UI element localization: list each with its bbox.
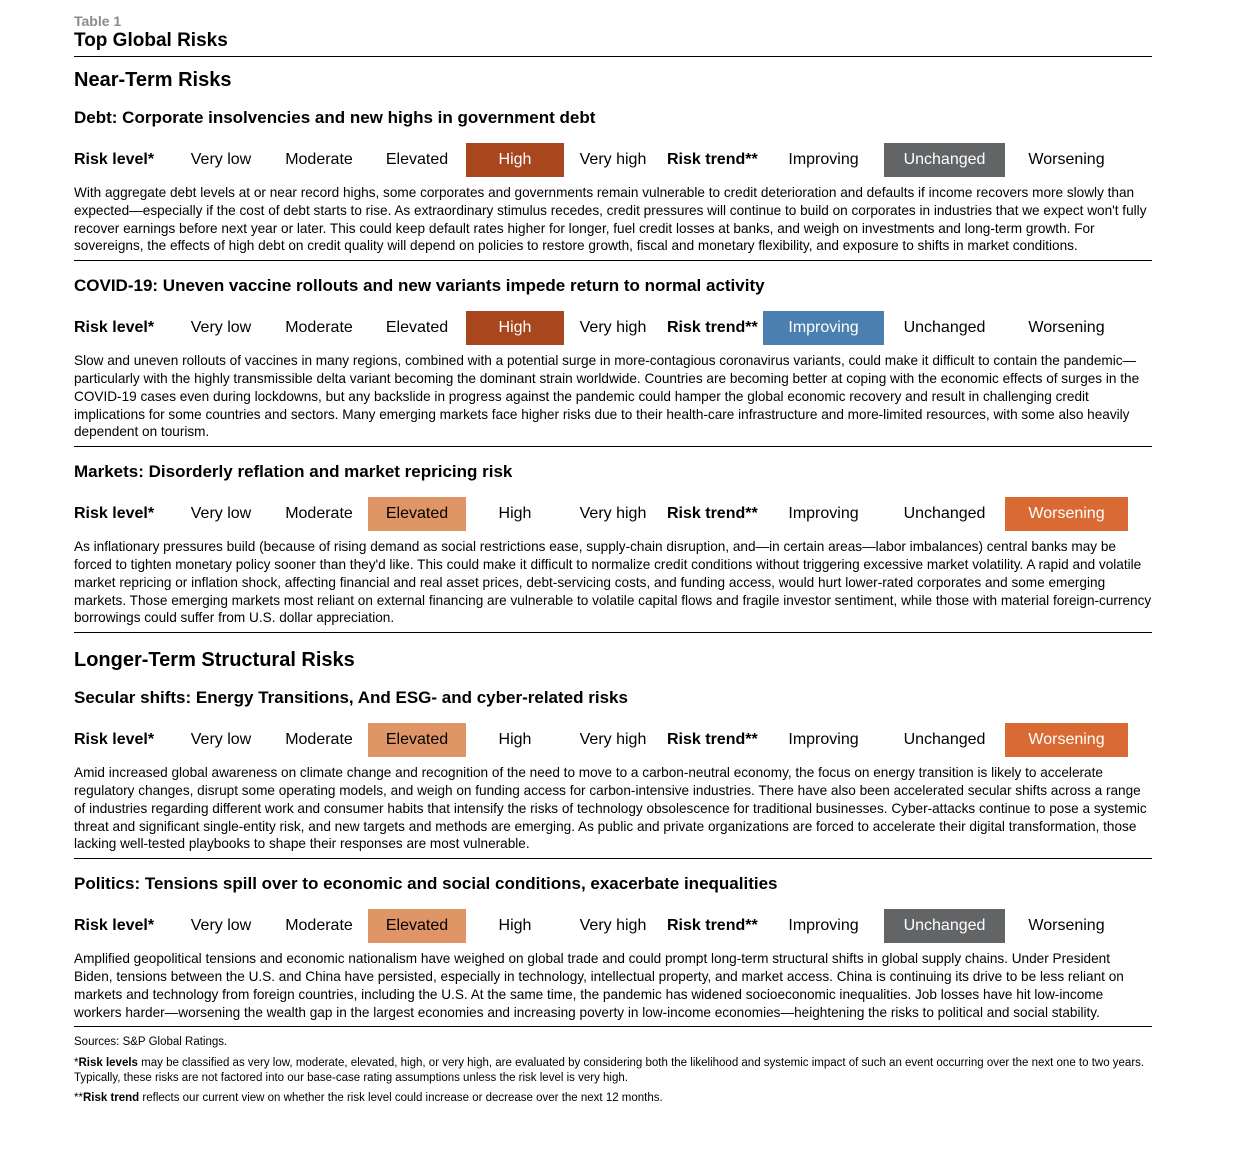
level-option-high: High bbox=[498, 505, 532, 523]
risk-trend-label: Risk trend** bbox=[667, 319, 758, 337]
risk-level-label: Risk level* bbox=[74, 319, 155, 337]
level-option-moderate: Moderate bbox=[285, 505, 353, 523]
risk-block bbox=[74, 275, 1152, 447]
trend-option-improving: Improving bbox=[763, 311, 884, 345]
risk-title: Secular shifts: Energy Transitions, And ESG- and cyber-related risks bbox=[74, 688, 628, 708]
rating-row bbox=[74, 909, 1152, 943]
footnote-term: Risk trend bbox=[82, 1092, 140, 1105]
rating-row bbox=[74, 143, 1152, 177]
trend-option-improving: Improving bbox=[788, 917, 859, 935]
trend-option-unchanged: Unchanged bbox=[903, 505, 986, 523]
level-option-very-low: Very low bbox=[190, 917, 252, 935]
level-option-high: High bbox=[498, 917, 532, 935]
risk-level-label: Risk level* bbox=[74, 917, 155, 935]
risk-block bbox=[74, 461, 1152, 633]
page-title: Top Global Risks bbox=[74, 30, 1152, 57]
level-option-very-low: Very low bbox=[190, 731, 252, 749]
risk-title: Markets: Disorderly reflation and market repricing risk bbox=[74, 462, 513, 482]
trend-option-worsening: Worsening bbox=[1005, 723, 1128, 757]
footnote-marker: * bbox=[74, 1057, 79, 1070]
risk-level-label: Risk level* bbox=[74, 151, 155, 168]
trend-option-worsening: Worsening bbox=[1028, 151, 1105, 168]
rating-row bbox=[74, 497, 1152, 531]
risk-trend-label: Risk trend** bbox=[667, 731, 758, 749]
trend-option-worsening: Worsening bbox=[1005, 497, 1128, 531]
level-option-elevated: Elevated bbox=[368, 497, 466, 531]
trend-option-worsening: Worsening bbox=[1028, 319, 1105, 337]
level-option-moderate: Moderate bbox=[285, 917, 353, 935]
level-option-very-high: Very high bbox=[579, 731, 647, 749]
level-option-elevated: Elevated bbox=[385, 151, 449, 168]
risk-title: Debt: Corporate insolvencies and new highs in government debt bbox=[74, 108, 596, 127]
level-option-very-high: Very high bbox=[579, 917, 647, 935]
longer-term-heading: Longer-Term Structural Risks bbox=[74, 649, 355, 672]
risk-block bbox=[74, 873, 1152, 1027]
risk-level-footnote bbox=[74, 1056, 1152, 1086]
trend-option-unchanged: Unchanged bbox=[903, 731, 986, 749]
risk-description: Slow and uneven rollouts of vaccines in many regions, combined with a potential surge in more-contagious coronavirus variants, could make it difficult to contain the pandemic—particularly with the highly transmissible delta variant becoming the dominant strain worldwide. Countries are becoming better at coping with the economic effects of surges in the COVID-19 cases even during lockdowns, but any backslide in progress against the pandemic could hamper the global economic recovery and result in challenging credit implications for some countries and sectors. Many emerging markets face higher risks due to their health-care infrastructure and more-limited resources, with some also heavily dependent on tourism. bbox=[74, 352, 1152, 447]
level-option-very-high: Very high bbox=[579, 505, 647, 523]
level-option-elevated: Elevated bbox=[368, 723, 466, 757]
trend-option-improving: Improving bbox=[788, 505, 859, 523]
near-term-heading: Near-Term Risks bbox=[74, 69, 232, 91]
risk-level-label: Risk level* bbox=[74, 505, 155, 523]
footnote-text: reflects our current view on whether the risk level could increase or decrease over the next 12 months. bbox=[139, 1092, 663, 1105]
rating-row bbox=[74, 311, 1152, 345]
level-option-elevated: Elevated bbox=[368, 909, 466, 943]
level-option-elevated: Elevated bbox=[385, 319, 449, 337]
risk-description: As inflationary pressures build (because of rising demand as social restrictions ease, supply-chain disruption, and—in certain areas—labor imbalances) central banks may be forced to tighten monetary policy sooner than they'd like. This could make it difficult to normalize credit conditions without triggering excessive market volatility. A rapid and volatile market repricing or inflation shock, affecting financial and real asset prices, debt-servicing costs, and funding access, would hurt lower-rated corporates and some emerging markets. Those emerging markets most reliant on external financing are vulnerable to volatile capital flows and fragile investor sentiment, while those with material foreign-currency borrowings could suffer from U.S. dollar appreciation. bbox=[74, 538, 1152, 633]
footnote-term: Risk levels bbox=[78, 1057, 138, 1070]
risk-level-label: Risk level* bbox=[74, 731, 155, 749]
footnote-text: may be classified as very low, moderate, elevated, high, or very high, are evaluated by considering both the likelihood and systemic impact of such an event occurring over the next one to two years. Typically, these risks are not factored into our base-case rating assumptions unless the risk level is very high. bbox=[74, 1057, 1145, 1085]
level-option-high: High bbox=[466, 143, 564, 177]
risk-title: Politics: Tensions spill over to economic and social conditions, exacerbate inequalities bbox=[74, 874, 778, 894]
level-option-high: High bbox=[466, 311, 564, 345]
level-option-very-low: Very low bbox=[190, 319, 252, 337]
footnote-marker: ** bbox=[74, 1092, 83, 1105]
trend-option-unchanged: Unchanged bbox=[903, 319, 986, 337]
level-option-moderate: Moderate bbox=[285, 731, 353, 749]
risk-block bbox=[74, 687, 1152, 859]
sources-note: Sources: S&P Global Ratings. bbox=[74, 1036, 228, 1049]
risk-description: With aggregate debt levels at or near record highs, some corporates and governments remain vulnerable to credit deterioration and defaults if income recovers more slowly than expected—especially if the cost of debt starts to rise. As extraordinary stimulus recedes, credit pressures will continue to build on corporates in industries that we expect won't fully recover earnings before next year or later. This could keep default rates higher for longer, fuel credit losses at banks, and weigh on investments and long-term growth. For sovereigns, the effects of high debt on credit quality will depend on policies to restore growth, fiscal and monetary flexibility, and exposure to shifts in market conditions. bbox=[74, 184, 1152, 261]
level-option-very-low: Very low bbox=[190, 505, 252, 523]
risk-trend-label: Risk trend** bbox=[667, 505, 758, 523]
level-option-moderate: Moderate bbox=[285, 319, 353, 337]
trend-option-worsening: Worsening bbox=[1028, 917, 1105, 935]
risk-table-page bbox=[74, 12, 1152, 1106]
table-label: Table 1 bbox=[74, 13, 122, 29]
level-option-very-high: Very high bbox=[579, 319, 647, 337]
level-option-very-low: Very low bbox=[190, 151, 252, 168]
risk-trend-footnote bbox=[74, 1091, 1152, 1106]
risk-description: Amplified geopolitical tensions and economic nationalism have weighed on global trade and could prompt long-term structural shifts in global supply chains. Under President Biden, tensions between the U.S. and China have persisted, especially in technology, intellectual property, and market access. China is continuing its drive to be less reliant on markets and technology from foreign countries, including the U.S. At the same time, the pandemic has widened socioeconomic inequalities. Job losses have hit low-income workers harder—worsening the wealth gap in the largest economies and increasing poverty in low-income economies—heightening the risks to political and social stability. bbox=[74, 950, 1152, 1027]
trend-option-improving: Improving bbox=[788, 731, 859, 749]
risk-description: Amid increased global awareness on climate change and recognition of the need to move to a carbon-neutral economy, the focus on energy transition is likely to accelerate regulatory changes, disrupt some operating models, and weigh on funding access for carbon-intensive industries. There have also been accelerated secular shifts across a range of industries regarding different work and consumer habits that intensify the risks of technology obsolescence for traditional businesses. Cyber-attacks continue to pose a systemic threat and significant single-entity risk, and new targets and methods are emerging. As public and private organizations are forced to accelerate their digital transformation, those lacking well-tested playbooks to shape their responses are most vulnerable. bbox=[74, 764, 1152, 859]
level-option-moderate: Moderate bbox=[285, 151, 353, 168]
level-option-very-high: Very high bbox=[579, 151, 647, 168]
risk-trend-label: Risk trend** bbox=[667, 151, 758, 168]
risk-block bbox=[74, 107, 1152, 261]
longer-term-risk-list bbox=[74, 687, 1152, 1027]
level-option-high: High bbox=[498, 731, 532, 749]
trend-option-improving: Improving bbox=[788, 151, 859, 168]
trend-option-unchanged: Unchanged bbox=[884, 143, 1005, 177]
risk-trend-label: Risk trend** bbox=[667, 917, 758, 935]
rating-row bbox=[74, 723, 1152, 757]
risk-title: COVID-19: Uneven vaccine rollouts and new variants impede return to normal activity bbox=[74, 276, 765, 296]
near-term-risk-list bbox=[74, 107, 1152, 633]
trend-option-unchanged: Unchanged bbox=[884, 909, 1005, 943]
